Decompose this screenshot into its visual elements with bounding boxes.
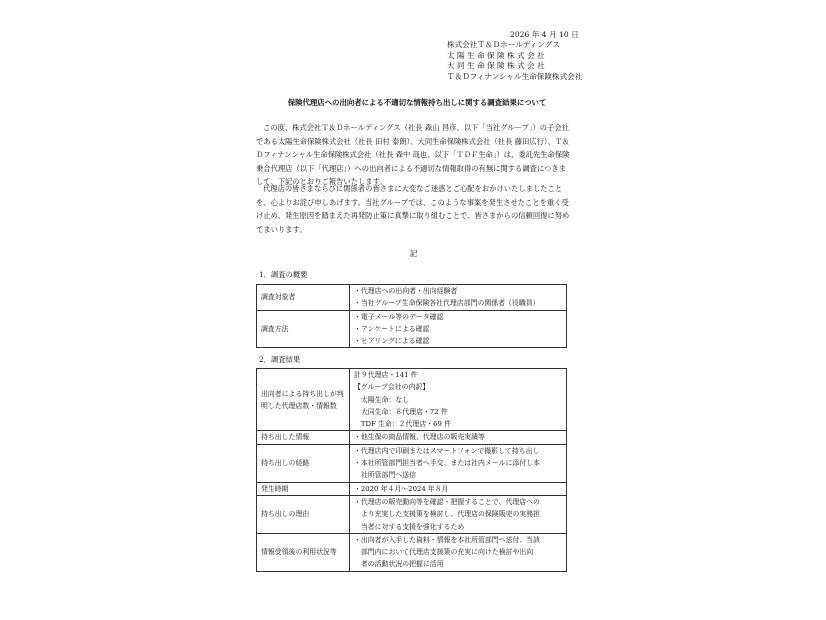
row-value	[350, 444, 567, 482]
value-line: 大同生命：８代理店・72 件	[354, 407, 448, 416]
table-row	[257, 285, 567, 311]
results-table	[256, 368, 567, 572]
section-heading: 1．調査の概要	[259, 270, 308, 279]
table-row	[257, 431, 567, 444]
table-row	[257, 495, 567, 533]
overview-table	[256, 284, 567, 348]
value-line: 計９代理店・141 件	[354, 371, 418, 379]
value-line: ・当社グループ生命保険各社代理店部門の関係者（役職員）	[354, 299, 540, 308]
row-value	[350, 495, 567, 533]
value-line: ・代理店の販売動向等を確認・把握することで、代理店への	[354, 497, 540, 506]
row-label: 発生時期	[257, 482, 350, 495]
row-label: 情報受領後の利用状況等	[257, 533, 350, 571]
row-value	[350, 369, 567, 431]
document-title: 保険代理店への出向者による不適切な情報持ち出しに関する調査結果について	[287, 98, 547, 107]
row-value	[350, 431, 567, 444]
value-line: ・他生保の商品情報、代理店の販売実績等	[354, 433, 485, 442]
value-line: 社所管部門へ送信	[354, 471, 417, 480]
value-line: ・代理店への出向者・出向経験者	[354, 287, 458, 295]
table-row	[257, 482, 567, 495]
row-label: 持ち出しの経路	[257, 444, 350, 482]
row-label: 持ち出した情報	[257, 431, 350, 444]
company-name: 株式会社Ｔ＆Ｄホールディングス	[447, 40, 560, 49]
value-line: ・アンケートによる確認	[354, 324, 430, 333]
apology-paragraph: 代理店の皆さまならびに関係者の皆さまに大変なご迷惑とご心配をおかけいたしましたことを、心よりお詫び申しあげます。当社グループでは、このような事案を発生させたことを重く受け止め、発生原因を踏まえた再発防止策に真摯に取り組むことで、皆さまからの信頼回復に努めてまいります。	[256, 184, 570, 234]
value-line: ・電子メール等のデータ確認	[354, 312, 444, 321]
table-row	[257, 310, 567, 348]
row-value	[350, 285, 567, 311]
value-line: より充実した支援策を検討し、代理店の保険販売の実務担	[354, 510, 541, 519]
intro-paragraph: この度、株式会社Ｔ＆Ｄホールディングス（社長 森山 昌彦、以下「当社グループ」）の子会社である太陽生命保険株式会社（社長 田村 泰朗）、大同生命保険株式会社（社長 藤田広行）、Ｔ＆Ｄフィナンシャル生命保険株式会社（社長 森中 哉也、以下「ＴＤＦ生命」）は、委託先生命保険乗合代理店（以下「代理店」）への出向者による不適切な情報取得の有無に関する調査につきまして、下記のとおりご報告いたします。	[256, 123, 570, 186]
value-line: 者の活動状況の把握に活用	[354, 560, 444, 569]
value-line: ・ヒアリングによる確認	[354, 337, 430, 346]
row-value	[350, 533, 567, 571]
section-heading: 2．調査結果	[259, 355, 301, 364]
company-name: 太 陽 生 命 保 険 株 式 会 社	[447, 50, 545, 60]
table-row	[257, 369, 567, 431]
row-label: 持ち出しの理由	[257, 495, 350, 533]
value-line: 太陽生命：なし	[354, 395, 410, 404]
company-name: 大 同 生 命 保 険 株 式 会 社	[447, 61, 545, 71]
company-name: Ｔ＆Ｄフィナンシャル生命保険株式会社	[447, 71, 583, 81]
row-value	[350, 310, 567, 348]
row-label	[257, 369, 350, 431]
value-line: ・2020 年４月～2024 年８月	[354, 484, 449, 493]
value-line: ・出向者が入手した資料・情報を本社所管部門へ送付、当該	[354, 535, 541, 544]
table-row	[257, 444, 567, 482]
company-list	[447, 40, 582, 82]
row-value	[350, 482, 567, 495]
ki-marker: 記	[410, 249, 418, 258]
value-line: 【グループ会社の内訳】	[354, 383, 430, 392]
table-row	[257, 533, 567, 571]
row-label: 調査方法	[257, 310, 350, 348]
value-line: 当者に対する支援を強化するため	[354, 522, 465, 531]
value-line: ・代理店内で印刷またはスマートフォンで撮影して持ち出し	[354, 446, 540, 455]
value-line: 部門内において代理店支援策の充実に向けた検討や出向	[354, 548, 534, 557]
value-line: ・本社所管部門担当者へ手交、または社内メールに添付し本	[354, 459, 540, 468]
release-date: 2026 年 4 月 10 日	[510, 30, 579, 39]
label-text: 出向者による持ち出しが判明した代理店数・情報数	[261, 389, 344, 410]
value-line: TDF 生命：２代理店・69 件	[354, 420, 451, 429]
row-label: 調査対象者	[257, 285, 350, 311]
